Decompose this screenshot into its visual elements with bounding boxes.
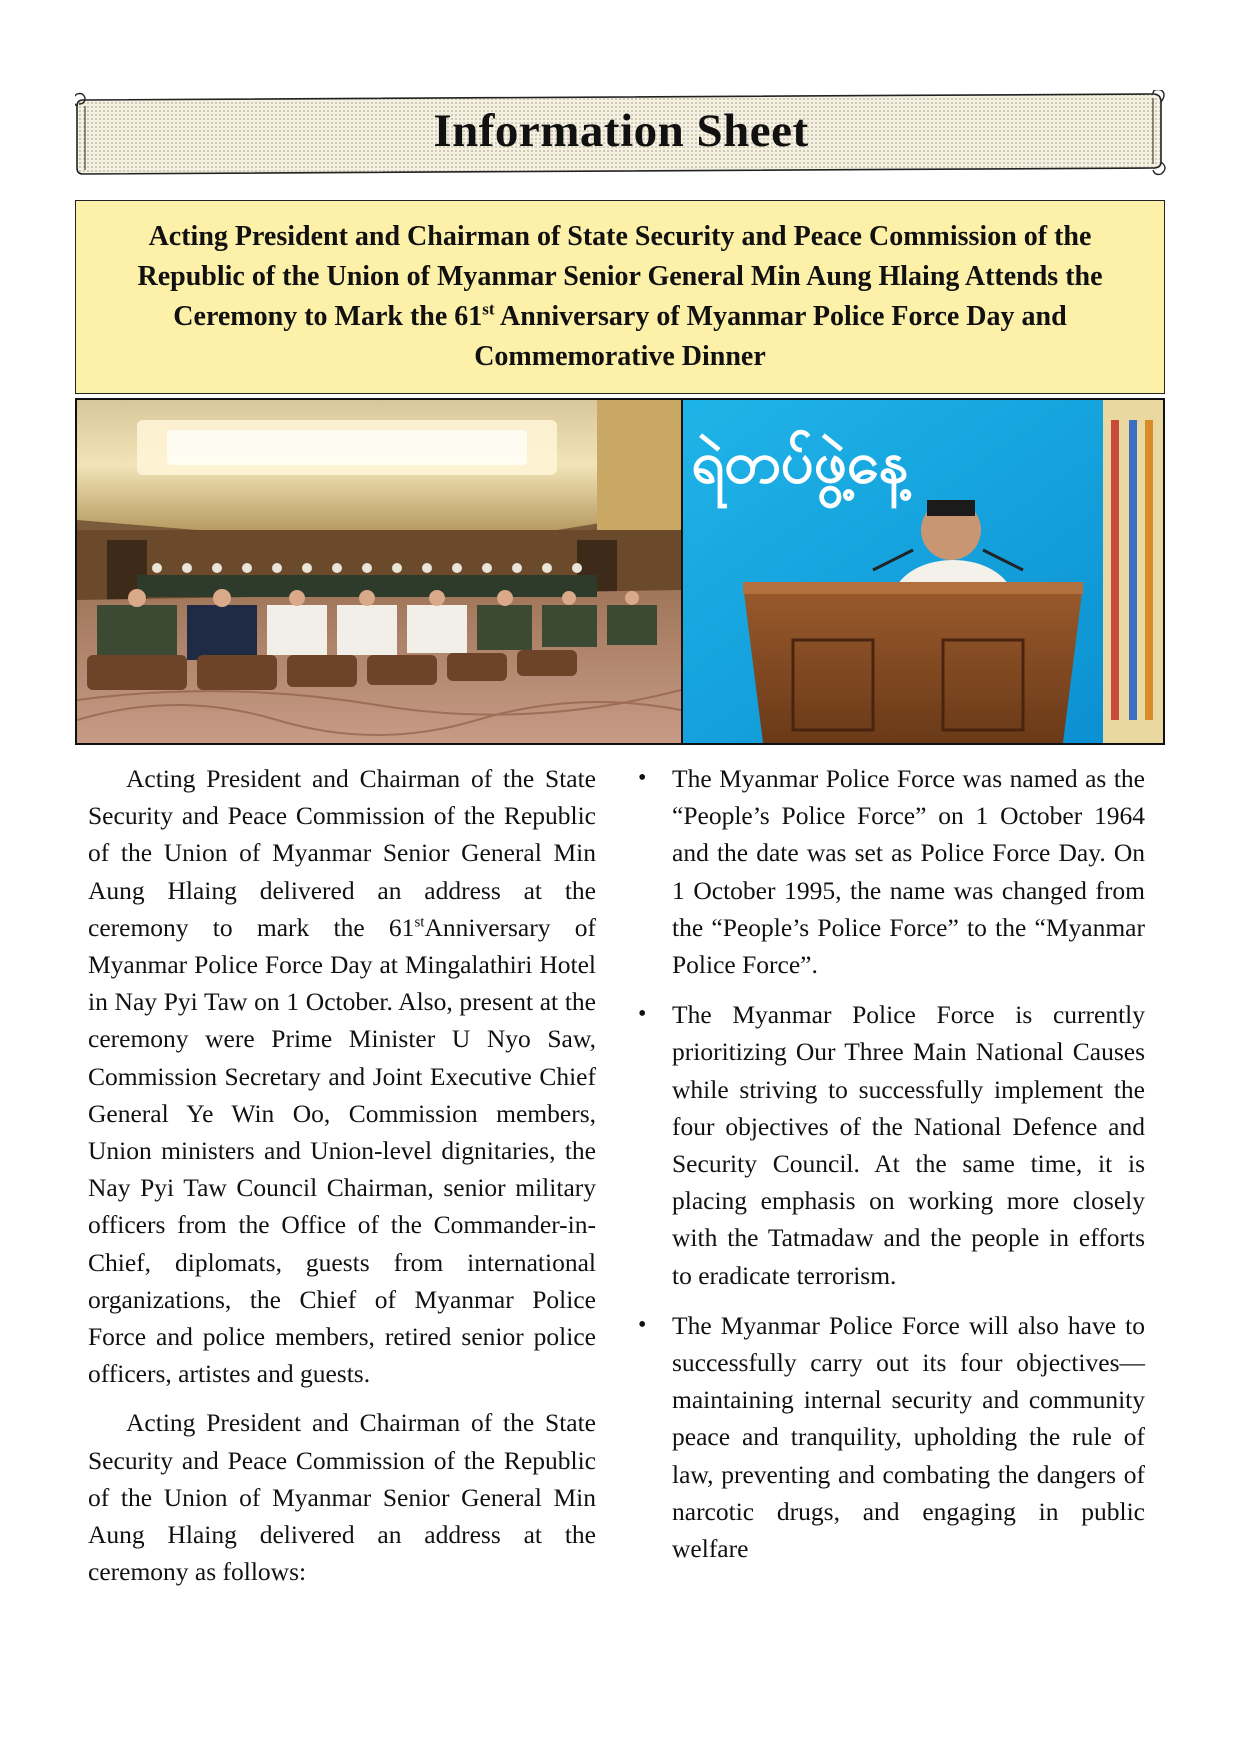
bullet-list — [672, 760, 1145, 1567]
headline-line-2: Republic of the Union of Myanmar Senior General Min Aung Hlaing Attends the — [137, 261, 1103, 292]
speaker-podium-photo — [683, 400, 1163, 743]
paragraph-1-superscript: st — [414, 914, 425, 931]
title-banner — [75, 90, 1167, 176]
bullet-item: • The Myanmar Police Force will also have to successfully carry out its four objectives—maintaining internal security and community peace and tranquility, upholding the rule of law, preventing and combating the dangers of narcotic drugs, and engaging in public welfare — [672, 1307, 1145, 1567]
ceremony-hall-photo — [77, 400, 681, 743]
bullet-item: • The Myanmar Police Force was named as the “People’s Police Force” on 1 October 1964 and the date was set as Police Force Day. On 1 October 1995, the name was changed from the “People’s Police Force” to the “Myanmar Police Force”. — [672, 760, 1145, 983]
photo-strip — [75, 398, 1165, 745]
headline-line-4: Commemorative Dinner — [474, 341, 766, 372]
article-paragraph-2: Acting President and Chairman of the State Security and Peace Commission of the Republic of the Union of Myanmar Senior General Min Aung Hlaing delivered an address at the ceremony as follows: — [88, 1408, 596, 1587]
myanmar-banner-text: ရဲတပ်ဖွဲ့နေ့ — [691, 428, 909, 496]
bullet-item: • The Myanmar Police Force is currently prioritizing Our Three Main National Causes while striving to successfully implement the four objectives of the National Defence and Security Council. At the same time, it is placing emphasis on working more closely with the Tatmadaw and the people in efforts to eradicate terrorism. — [672, 996, 1145, 1294]
page-title: Information Sheet — [433, 105, 809, 157]
article-left-column — [88, 760, 596, 1602]
headline — [137, 217, 1102, 377]
paragraph-1-text-b: Anniversary of Myanmar Police Force Day at Mingalathiri Hotel in Nay Pyi Taw on 1 October. Also, present at the ceremony were Prime Minister U Nyo Saw, Commission Secretary and Joint Executive Chief General Ye Win Oo, Commission members, Union ministers and Union-level dignitaries, the Nay Pyi Taw Council Chairman, senior military officers from the Office of the Commander-in-Chief, diplomats, guests from international organizations, the Chief of Myanmar Police Force and police members, retired senior police officers, artistes and guests. — [88, 912, 596, 1389]
headline-line-1: Acting President and Chairman of State Security and Peace Commission of the — [148, 221, 1092, 252]
headline-box — [75, 200, 1165, 394]
speaker-illustration — [683, 400, 1163, 743]
headline-superscript: st — [482, 299, 495, 319]
hall-illustration — [77, 400, 681, 743]
headline-line-3a: Ceremony to Mark the 61 — [173, 301, 483, 332]
article-right-column — [672, 760, 1145, 1580]
article-paragraph-1 — [88, 760, 596, 1392]
paragraph-1-text-a: Acting President and Chairman of the State Security and Peace Commission of the Republic of the Union of Myanmar Senior General Min Aung Hlaing delivered an address at the ceremony to mark the 61 — [88, 764, 596, 942]
headline-line-3b: Anniversary of Myanmar Police Force Day and — [494, 301, 1067, 332]
